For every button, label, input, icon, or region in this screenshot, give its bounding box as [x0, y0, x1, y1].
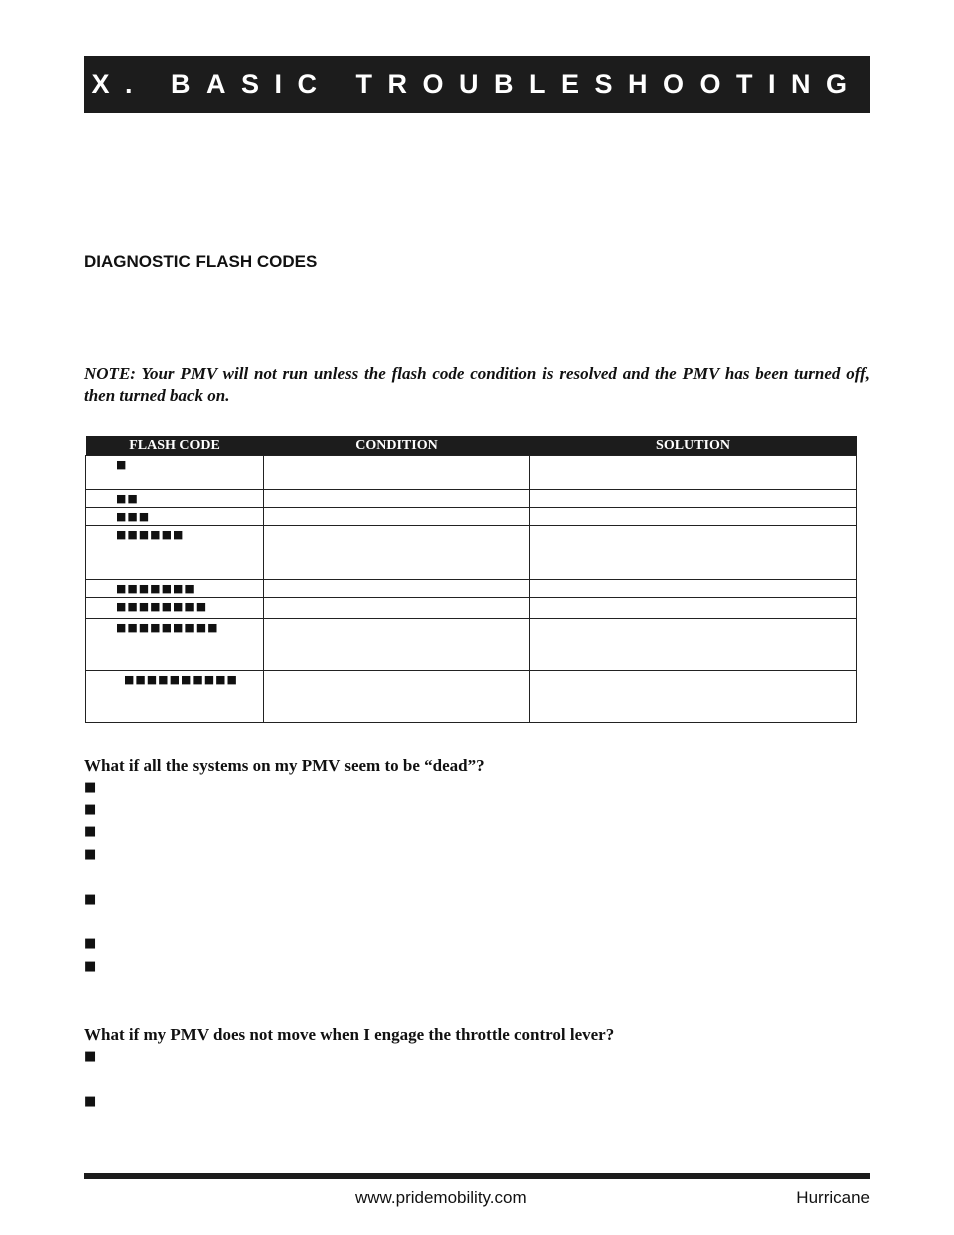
question-dead-systems: What if all the systems on my PMV seem to be “dead”?: [84, 756, 485, 775]
note-paragraph: NOTE: Your PMV will not run unless the flash code condition is resolved and the PMV has been turned off, then turned back on.: [84, 364, 870, 405]
bullet-marker: ■: [84, 1094, 97, 1109]
solution-cell: [530, 456, 857, 490]
footer-model: Hurricane: [796, 1188, 870, 1207]
condition-cell: [264, 598, 530, 619]
bullet-marker: ■: [84, 936, 97, 951]
bullet-marker: ■: [84, 959, 97, 974]
header-condition: CONDITION: [264, 436, 530, 456]
flash-code-cell: ■■■■■■■■■■: [86, 671, 264, 723]
footer-rule: [84, 1173, 870, 1179]
solution-cell: [530, 580, 857, 598]
condition-cell: [264, 508, 530, 526]
condition-cell: [264, 526, 530, 580]
solution-cell: [530, 598, 857, 619]
bullet-marker: ■: [84, 780, 97, 795]
flash-code-cell: ■■■: [86, 508, 264, 526]
table-row: [86, 598, 857, 619]
flash-code-table: [85, 436, 857, 723]
table-row: [86, 619, 857, 671]
condition-cell: [264, 619, 530, 671]
condition-cell: [264, 490, 530, 508]
solution-cell: [530, 526, 857, 580]
condition-cell: [264, 671, 530, 723]
banner-title: X. BASIC TROUBLESHOOTING: [91, 69, 863, 99]
table-row: [86, 508, 857, 526]
flash-code-cell: ■■■■■■■■■: [86, 619, 264, 671]
solution-cell: [530, 490, 857, 508]
flash-code-cell: ■■■■■■■■: [86, 598, 264, 619]
table-row: [86, 671, 857, 723]
flash-code-cell: ■■: [86, 490, 264, 508]
table-row: [86, 526, 857, 580]
question-throttle: What if my PMV does not move when I engage the throttle control lever?: [84, 1025, 615, 1044]
header-flash-code: FLASH CODE: [86, 436, 264, 456]
flash-code-cell: ■: [86, 456, 264, 490]
solution-cell: [530, 671, 857, 723]
table-row: [86, 580, 857, 598]
section-heading: DIAGNOSTIC FLASH CODES: [84, 252, 318, 271]
table-row: [86, 490, 857, 508]
solution-cell: [530, 508, 857, 526]
condition-cell: [264, 580, 530, 598]
table-row: [86, 456, 857, 490]
condition-cell: [264, 456, 530, 490]
footer-url: www.pridemobility.com: [355, 1188, 527, 1207]
bullet-marker: ■: [84, 824, 97, 839]
flash-code-cell: ■■■■■■■: [86, 580, 264, 598]
header-solution: SOLUTION: [530, 436, 857, 456]
bullet-marker: ■: [84, 892, 97, 907]
table-header-row: [86, 436, 857, 456]
bullet-marker: ■: [84, 1049, 97, 1064]
flash-code-cell: ■■■■■■: [86, 526, 264, 580]
bullet-marker: ■: [84, 847, 97, 862]
bullet-marker: ■: [84, 802, 97, 817]
section-banner: [84, 56, 870, 113]
solution-cell: [530, 619, 857, 671]
